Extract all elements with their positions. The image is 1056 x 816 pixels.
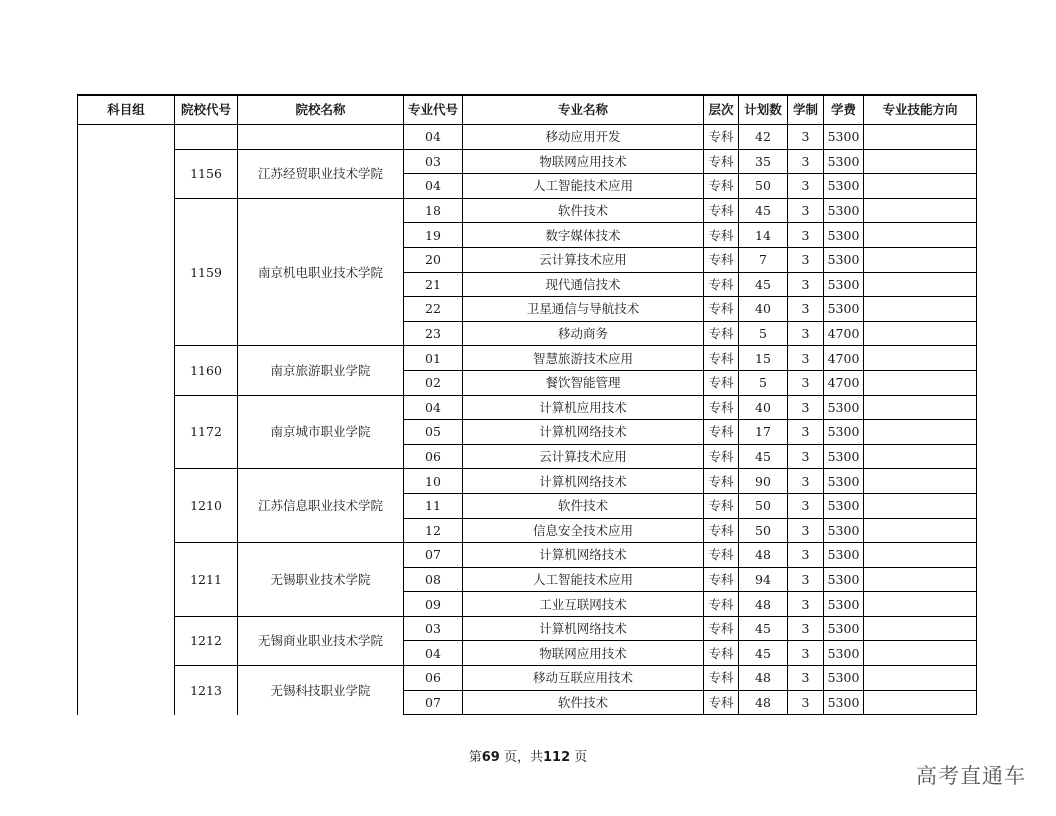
- level-cell: 专科: [704, 321, 739, 346]
- level-cell: 专科: [704, 125, 739, 150]
- plan-count-cell: 48: [739, 543, 788, 568]
- plan-count-cell: 45: [739, 444, 788, 469]
- skill-direction-cell: [864, 321, 977, 346]
- plan-count-cell: 15: [739, 346, 788, 371]
- tuition-cell: 5300: [824, 567, 864, 592]
- tuition-cell: 5300: [824, 690, 864, 715]
- tuition-cell: 5300: [824, 395, 864, 420]
- level-cell: 专科: [704, 469, 739, 494]
- school-name-cell: 南京旅游职业学院: [238, 346, 404, 395]
- level-cell: 专科: [704, 616, 739, 641]
- major-name-cell: 物联网应用技术: [463, 641, 704, 666]
- skill-direction-cell: [864, 223, 977, 248]
- table-row: [78, 395, 977, 420]
- header-tuition: 学费: [824, 95, 864, 125]
- major-code-cell: 12: [404, 518, 463, 543]
- skill-direction-cell: [864, 469, 977, 494]
- duration-cell: 3: [788, 395, 824, 420]
- level-cell: 专科: [704, 346, 739, 371]
- school-name-cell: 无锡科技职业学院: [238, 666, 404, 715]
- major-name-cell: 现代通信技术: [463, 272, 704, 297]
- major-code-cell: 09: [404, 592, 463, 617]
- school-name-cell: 江苏经贸职业技术学院: [238, 149, 404, 198]
- major-code-cell: 04: [404, 174, 463, 199]
- header-duration: 学制: [788, 95, 824, 125]
- level-cell: 专科: [704, 272, 739, 297]
- major-name-cell: 计算机网络技术: [463, 543, 704, 568]
- plan-count-cell: 94: [739, 567, 788, 592]
- skill-direction-cell: [864, 641, 977, 666]
- major-code-cell: 08: [404, 567, 463, 592]
- header-school-code: 院校代号: [175, 95, 238, 125]
- major-code-cell: 22: [404, 297, 463, 322]
- skill-direction-cell: [864, 395, 977, 420]
- school-name-cell: 无锡商业职业技术学院: [238, 616, 404, 665]
- footer-total-pages: 112: [542, 750, 571, 765]
- school-code-cell: 1213: [175, 666, 238, 715]
- skill-direction-cell: [864, 690, 977, 715]
- duration-cell: 3: [788, 198, 824, 223]
- table-row: [78, 198, 977, 223]
- skill-direction-cell: [864, 370, 977, 395]
- duration-cell: 3: [788, 690, 824, 715]
- plan-count-cell: 48: [739, 592, 788, 617]
- major-name-cell: 计算机应用技术: [463, 395, 704, 420]
- plan-count-cell: 40: [739, 297, 788, 322]
- duration-cell: 3: [788, 616, 824, 641]
- skill-direction-cell: [864, 247, 977, 272]
- plan-count-cell: 40: [739, 395, 788, 420]
- admission-plan-table: [77, 94, 977, 715]
- major-name-cell: 移动商务: [463, 321, 704, 346]
- table-row: [78, 149, 977, 174]
- major-code-cell: 04: [404, 125, 463, 150]
- duration-cell: 3: [788, 247, 824, 272]
- skill-direction-cell: [864, 543, 977, 568]
- tuition-cell: 5300: [824, 493, 864, 518]
- table-row: [78, 616, 977, 641]
- skill-direction-cell: [864, 272, 977, 297]
- level-cell: 专科: [704, 690, 739, 715]
- level-cell: 专科: [704, 223, 739, 248]
- level-cell: 专科: [704, 666, 739, 691]
- duration-cell: 3: [788, 444, 824, 469]
- school-code-cell: 1160: [175, 346, 238, 395]
- duration-cell: 3: [788, 125, 824, 150]
- plan-count-cell: 14: [739, 223, 788, 248]
- duration-cell: 3: [788, 420, 824, 445]
- skill-direction-cell: [864, 149, 977, 174]
- tuition-cell: 5300: [824, 543, 864, 568]
- major-name-cell: 餐饮智能管理: [463, 370, 704, 395]
- major-code-cell: 07: [404, 690, 463, 715]
- duration-cell: 3: [788, 592, 824, 617]
- skill-direction-cell: [864, 198, 977, 223]
- major-code-cell: 01: [404, 346, 463, 371]
- major-name-cell: 计算机网络技术: [463, 469, 704, 494]
- tuition-cell: 5300: [824, 616, 864, 641]
- plan-count-cell: 48: [739, 690, 788, 715]
- school-code-cell: 1212: [175, 616, 238, 665]
- plan-count-cell: 45: [739, 641, 788, 666]
- major-name-cell: 软件技术: [463, 493, 704, 518]
- table-row: [78, 469, 977, 494]
- tuition-cell: 5300: [824, 444, 864, 469]
- major-name-cell: 卫星通信与导航技术: [463, 297, 704, 322]
- level-cell: 专科: [704, 420, 739, 445]
- level-cell: 专科: [704, 518, 739, 543]
- duration-cell: 3: [788, 370, 824, 395]
- plan-count-cell: 50: [739, 518, 788, 543]
- tuition-cell: 5300: [824, 666, 864, 691]
- level-cell: 专科: [704, 174, 739, 199]
- level-cell: 专科: [704, 297, 739, 322]
- major-code-cell: 05: [404, 420, 463, 445]
- duration-cell: 3: [788, 469, 824, 494]
- footer-middle: 页，共: [503, 750, 543, 765]
- skill-direction-cell: [864, 346, 977, 371]
- major-name-cell: 云计算技术应用: [463, 247, 704, 272]
- major-code-cell: 07: [404, 543, 463, 568]
- major-name-cell: 软件技术: [463, 198, 704, 223]
- plan-count-cell: 35: [739, 149, 788, 174]
- major-code-cell: 06: [404, 444, 463, 469]
- tuition-cell: 5300: [824, 641, 864, 666]
- skill-direction-cell: [864, 420, 977, 445]
- major-code-cell: 11: [404, 493, 463, 518]
- plan-count-cell: 17: [739, 420, 788, 445]
- tuition-cell: 5300: [824, 420, 864, 445]
- level-cell: 专科: [704, 543, 739, 568]
- major-code-cell: 10: [404, 469, 463, 494]
- plan-count-cell: 48: [739, 666, 788, 691]
- major-code-cell: 04: [404, 395, 463, 420]
- major-code-cell: 21: [404, 272, 463, 297]
- tuition-cell: 4700: [824, 370, 864, 395]
- level-cell: 专科: [704, 641, 739, 666]
- school-code-cell: 1210: [175, 469, 238, 543]
- major-name-cell: 工业互联网技术: [463, 592, 704, 617]
- skill-direction-cell: [864, 616, 977, 641]
- table-row: [78, 346, 977, 371]
- duration-cell: 3: [788, 272, 824, 297]
- footer-page-number: 69: [481, 750, 500, 765]
- level-cell: 专科: [704, 370, 739, 395]
- header-level: 层次: [704, 95, 739, 125]
- tuition-cell: 5300: [824, 518, 864, 543]
- plan-count-cell: 45: [739, 272, 788, 297]
- major-name-cell: 移动应用开发: [463, 125, 704, 150]
- level-cell: 专科: [704, 592, 739, 617]
- skill-direction-cell: [864, 493, 977, 518]
- school-name-cell: [238, 125, 404, 150]
- plan-count-cell: 5: [739, 370, 788, 395]
- duration-cell: 3: [788, 223, 824, 248]
- table-row: [78, 666, 977, 691]
- major-code-cell: 18: [404, 198, 463, 223]
- subject-group-cell: [78, 125, 175, 715]
- level-cell: 专科: [704, 395, 739, 420]
- skill-direction-cell: [864, 518, 977, 543]
- tuition-cell: 5300: [824, 198, 864, 223]
- duration-cell: 3: [788, 297, 824, 322]
- major-name-cell: 云计算技术应用: [463, 444, 704, 469]
- tuition-cell: 5300: [824, 247, 864, 272]
- skill-direction-cell: [864, 444, 977, 469]
- tuition-cell: 5300: [824, 223, 864, 248]
- major-code-cell: 23: [404, 321, 463, 346]
- header-major-code: 专业代号: [404, 95, 463, 125]
- skill-direction-cell: [864, 125, 977, 150]
- school-code-cell: 1211: [175, 543, 238, 617]
- skill-direction-cell: [864, 666, 977, 691]
- duration-cell: 3: [788, 543, 824, 568]
- plan-count-cell: 50: [739, 174, 788, 199]
- school-code-cell: 1156: [175, 149, 238, 198]
- plan-count-cell: 90: [739, 469, 788, 494]
- school-name-cell: 南京机电职业技术学院: [238, 198, 404, 346]
- level-cell: 专科: [704, 567, 739, 592]
- major-name-cell: 移动互联应用技术: [463, 666, 704, 691]
- major-code-cell: 03: [404, 149, 463, 174]
- major-name-cell: 物联网应用技术: [463, 149, 704, 174]
- major-name-cell: 计算机网络技术: [463, 616, 704, 641]
- header-plan-count: 计划数: [739, 95, 788, 125]
- plan-count-cell: 45: [739, 198, 788, 223]
- plan-count-cell: 45: [739, 616, 788, 641]
- duration-cell: 3: [788, 321, 824, 346]
- major-code-cell: 19: [404, 223, 463, 248]
- tuition-cell: 5300: [824, 469, 864, 494]
- header-major-name: 专业名称: [463, 95, 704, 125]
- duration-cell: 3: [788, 174, 824, 199]
- footer-suffix: 页: [574, 750, 588, 765]
- major-name-cell: 人工智能技术应用: [463, 174, 704, 199]
- major-name-cell: 计算机网络技术: [463, 420, 704, 445]
- plan-count-cell: 42: [739, 125, 788, 150]
- major-name-cell: 软件技术: [463, 690, 704, 715]
- major-code-cell: 04: [404, 641, 463, 666]
- tuition-cell: 5300: [824, 297, 864, 322]
- major-code-cell: 03: [404, 616, 463, 641]
- tuition-cell: 5300: [824, 149, 864, 174]
- duration-cell: 3: [788, 641, 824, 666]
- table-row: [78, 543, 977, 568]
- tuition-cell: 4700: [824, 321, 864, 346]
- table-row: [78, 125, 977, 150]
- school-code-cell: 1172: [175, 395, 238, 469]
- level-cell: 专科: [704, 149, 739, 174]
- level-cell: 专科: [704, 444, 739, 469]
- major-name-cell: 信息安全技术应用: [463, 518, 704, 543]
- major-code-cell: 20: [404, 247, 463, 272]
- plan-count-cell: 50: [739, 493, 788, 518]
- level-cell: 专科: [704, 247, 739, 272]
- footer-prefix: 第: [468, 750, 482, 765]
- school-name-cell: 南京城市职业学院: [238, 395, 404, 469]
- watermark: 高考直通车: [916, 764, 1026, 788]
- duration-cell: 3: [788, 567, 824, 592]
- skill-direction-cell: [864, 567, 977, 592]
- skill-direction-cell: [864, 174, 977, 199]
- school-code-cell: [175, 125, 238, 150]
- header-subject-group: 科目组: [78, 95, 175, 125]
- major-code-cell: 02: [404, 370, 463, 395]
- plan-count-cell: 5: [739, 321, 788, 346]
- duration-cell: 3: [788, 149, 824, 174]
- major-code-cell: 06: [404, 666, 463, 691]
- duration-cell: 3: [788, 493, 824, 518]
- duration-cell: 3: [788, 346, 824, 371]
- school-code-cell: 1159: [175, 198, 238, 346]
- page-footer: [0, 746, 1056, 765]
- skill-direction-cell: [864, 592, 977, 617]
- duration-cell: 3: [788, 518, 824, 543]
- tuition-cell: 5300: [824, 592, 864, 617]
- tuition-cell: 4700: [824, 346, 864, 371]
- plan-count-cell: 7: [739, 247, 788, 272]
- school-name-cell: 无锡职业技术学院: [238, 543, 404, 617]
- duration-cell: 3: [788, 666, 824, 691]
- header-skill-direction: 专业技能方向: [864, 95, 977, 125]
- major-name-cell: 人工智能技术应用: [463, 567, 704, 592]
- major-name-cell: 数字媒体技术: [463, 223, 704, 248]
- major-name-cell: 智慧旅游技术应用: [463, 346, 704, 371]
- level-cell: 专科: [704, 198, 739, 223]
- tuition-cell: 5300: [824, 272, 864, 297]
- header-school-name: 院校名称: [238, 95, 404, 125]
- level-cell: 专科: [704, 493, 739, 518]
- table-header-row: [78, 95, 977, 125]
- skill-direction-cell: [864, 297, 977, 322]
- tuition-cell: 5300: [824, 174, 864, 199]
- tuition-cell: 5300: [824, 125, 864, 150]
- school-name-cell: 江苏信息职业技术学院: [238, 469, 404, 543]
- table-body: [78, 125, 977, 715]
